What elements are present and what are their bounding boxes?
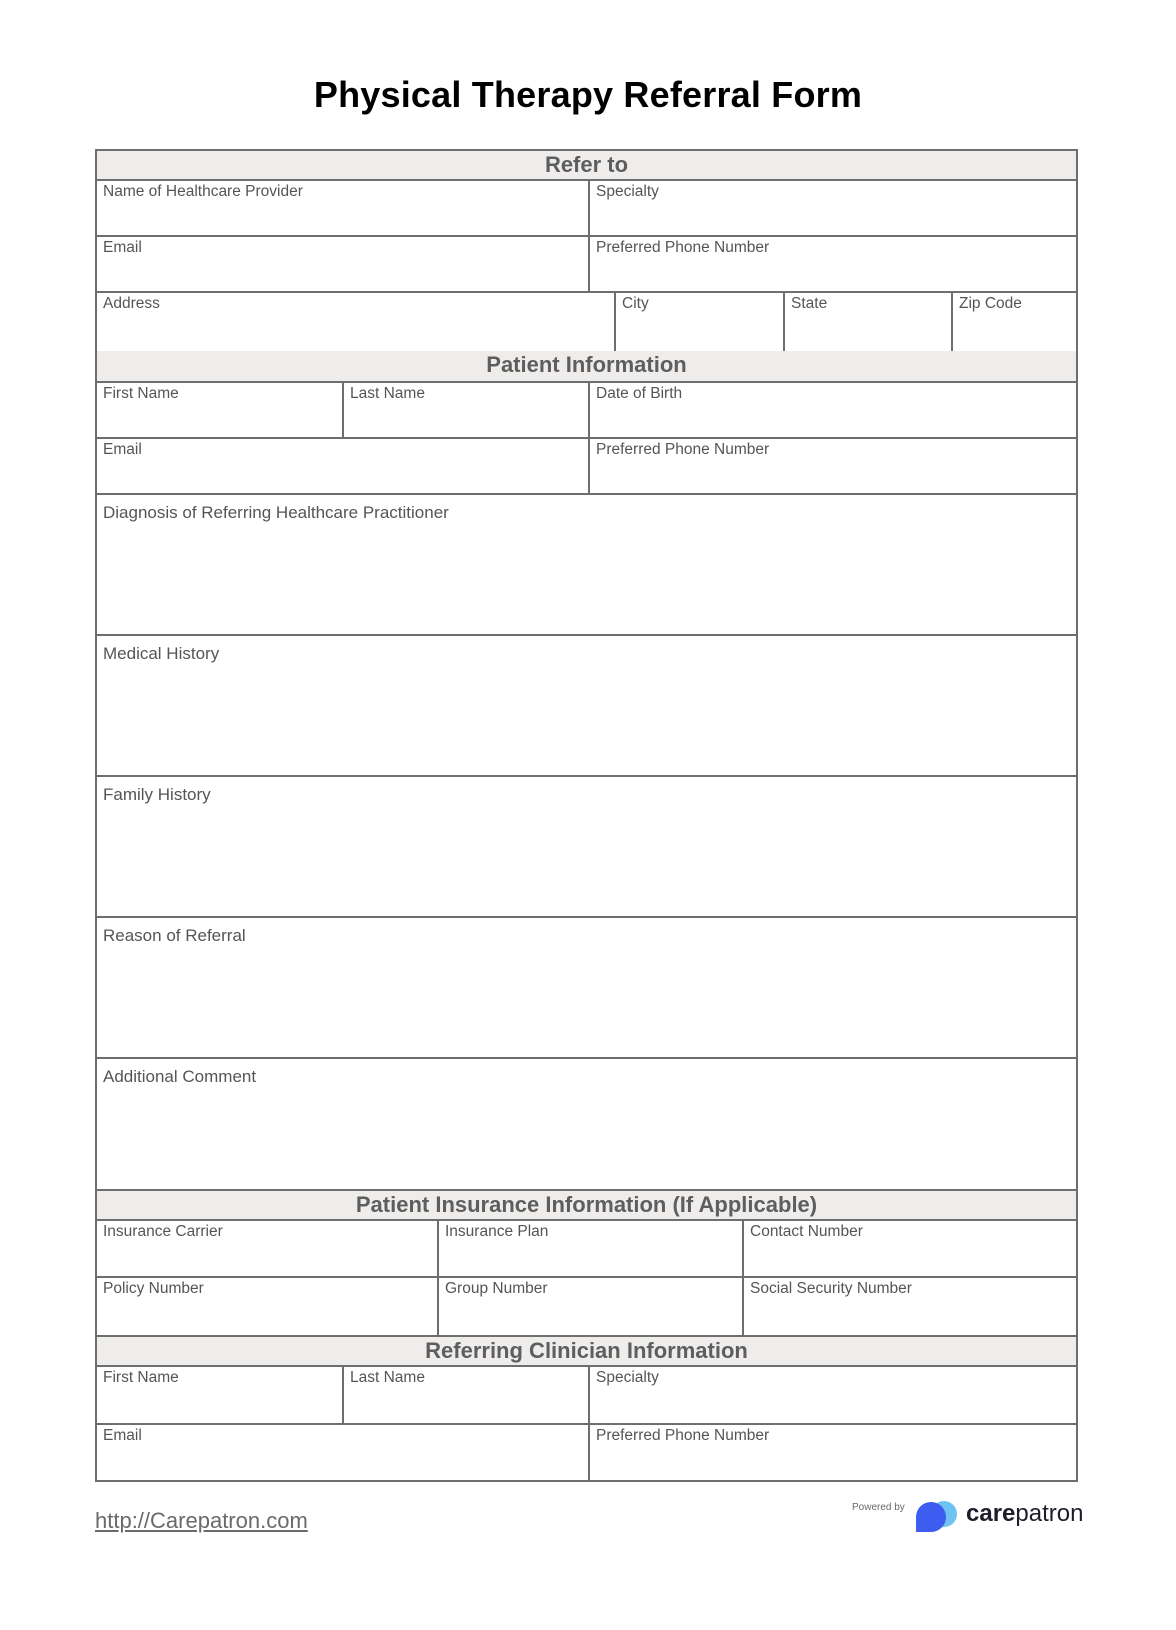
diagnosis-field[interactable] xyxy=(97,495,1076,636)
patient-email-field[interactable] xyxy=(97,439,588,493)
group-number-label: Group Number xyxy=(445,1280,548,1297)
provider-name-label: Name of Healthcare Provider xyxy=(103,183,303,200)
insurance-carrier-field[interactable] xyxy=(97,1221,437,1276)
clinician-last-name-label: Last Name xyxy=(350,1369,425,1386)
powered-by-text: Powered by xyxy=(852,1502,905,1513)
patient-row-1 xyxy=(97,383,1076,439)
ssn-label: Social Security Number xyxy=(750,1280,912,1297)
clinician-phone-label: Preferred Phone Number xyxy=(596,1427,770,1444)
refer-state-label: State xyxy=(791,295,828,312)
clinician-row-1 xyxy=(97,1367,1076,1425)
refer-phone-label: Preferred Phone Number xyxy=(596,239,770,256)
insurance-contact-label: Contact Number xyxy=(750,1223,863,1240)
section-header-refer-to: Refer to xyxy=(97,151,1076,181)
clinician-first-name-label: First Name xyxy=(103,1369,179,1386)
refer-specialty-label: Specialty xyxy=(596,183,659,200)
referral-form xyxy=(95,149,1078,1482)
carepatron-logo-icon xyxy=(914,1500,962,1533)
patient-phone-field[interactable] xyxy=(588,439,1076,493)
patient-last-name-field[interactable] xyxy=(342,383,588,437)
refer-city-label: City xyxy=(622,295,649,312)
group-number-field[interactable] xyxy=(437,1278,742,1335)
insurance-plan-field[interactable] xyxy=(437,1221,742,1276)
reason-of-referral-label: Reason of Referral xyxy=(103,926,246,945)
refer-state-field[interactable] xyxy=(783,293,951,351)
diagnosis-label: Diagnosis of Referring Healthcare Practitioner xyxy=(103,503,449,522)
refer-row-1 xyxy=(97,181,1076,237)
clinician-phone-field[interactable] xyxy=(588,1425,1076,1480)
family-history-label: Family History xyxy=(103,785,211,804)
clinician-row-2 xyxy=(97,1425,1076,1480)
refer-phone-field[interactable] xyxy=(588,237,1076,291)
section-header-insurance: Patient Insurance Information (If Applicable) xyxy=(97,1189,1076,1221)
refer-email-label: Email xyxy=(103,239,142,256)
refer-zip-label: Zip Code xyxy=(959,295,1022,312)
refer-specialty-field[interactable] xyxy=(588,181,1076,235)
provider-name-field[interactable] xyxy=(97,181,588,235)
clinician-first-name-field[interactable] xyxy=(97,1367,342,1423)
family-history-field[interactable] xyxy=(97,777,1076,918)
brand-bold: care xyxy=(966,1500,1016,1527)
insurance-plan-label: Insurance Plan xyxy=(445,1223,549,1240)
medical-history-label: Medical History xyxy=(103,644,220,663)
section-header-patient: Patient Information xyxy=(97,351,1076,383)
patient-email-label: Email xyxy=(103,441,142,458)
clinician-email-label: Email xyxy=(103,1427,142,1444)
refer-row-2 xyxy=(97,237,1076,293)
policy-number-label: Policy Number xyxy=(103,1280,204,1297)
clinician-specialty-field[interactable] xyxy=(588,1367,1076,1423)
refer-row-3 xyxy=(97,293,1076,353)
page-title: Physical Therapy Referral Form xyxy=(313,74,863,115)
refer-email-field[interactable] xyxy=(97,237,588,291)
patient-first-name-label: First Name xyxy=(103,385,179,402)
clinician-email-field[interactable] xyxy=(97,1425,588,1480)
patient-phone-label: Preferred Phone Number xyxy=(596,441,770,458)
brand-rest: patron xyxy=(1015,1500,1084,1527)
carepatron-link[interactable]: http://Carepatron.com xyxy=(95,1508,308,1533)
additional-comment-field[interactable] xyxy=(97,1059,1076,1189)
clinician-last-name-field[interactable] xyxy=(342,1367,588,1423)
refer-zip-field[interactable] xyxy=(951,293,1076,351)
clinician-specialty-label: Specialty xyxy=(596,1369,659,1386)
ssn-field[interactable] xyxy=(742,1278,1076,1335)
additional-comment-label: Additional Comment xyxy=(103,1067,257,1086)
section-header-clinician: Referring Clinician Information xyxy=(97,1335,1076,1367)
medical-history-field[interactable] xyxy=(97,636,1076,777)
carepatron-logo-text xyxy=(966,1500,1083,1528)
patient-first-name-field[interactable] xyxy=(97,383,342,437)
refer-city-field[interactable] xyxy=(614,293,783,351)
insurance-row-1 xyxy=(97,1221,1076,1278)
patient-row-2 xyxy=(97,439,1076,495)
insurance-contact-field[interactable] xyxy=(742,1221,1076,1276)
reason-of-referral-field[interactable] xyxy=(97,918,1076,1059)
patient-dob-label: Date of Birth xyxy=(596,385,683,402)
policy-number-field[interactable] xyxy=(97,1278,437,1335)
refer-address-label: Address xyxy=(103,295,160,312)
refer-address-field[interactable] xyxy=(97,293,614,351)
patient-last-name-label: Last Name xyxy=(350,385,425,402)
insurance-carrier-label: Insurance Carrier xyxy=(103,1223,223,1240)
patient-dob-field[interactable] xyxy=(588,383,1076,437)
insurance-row-2 xyxy=(97,1278,1076,1335)
